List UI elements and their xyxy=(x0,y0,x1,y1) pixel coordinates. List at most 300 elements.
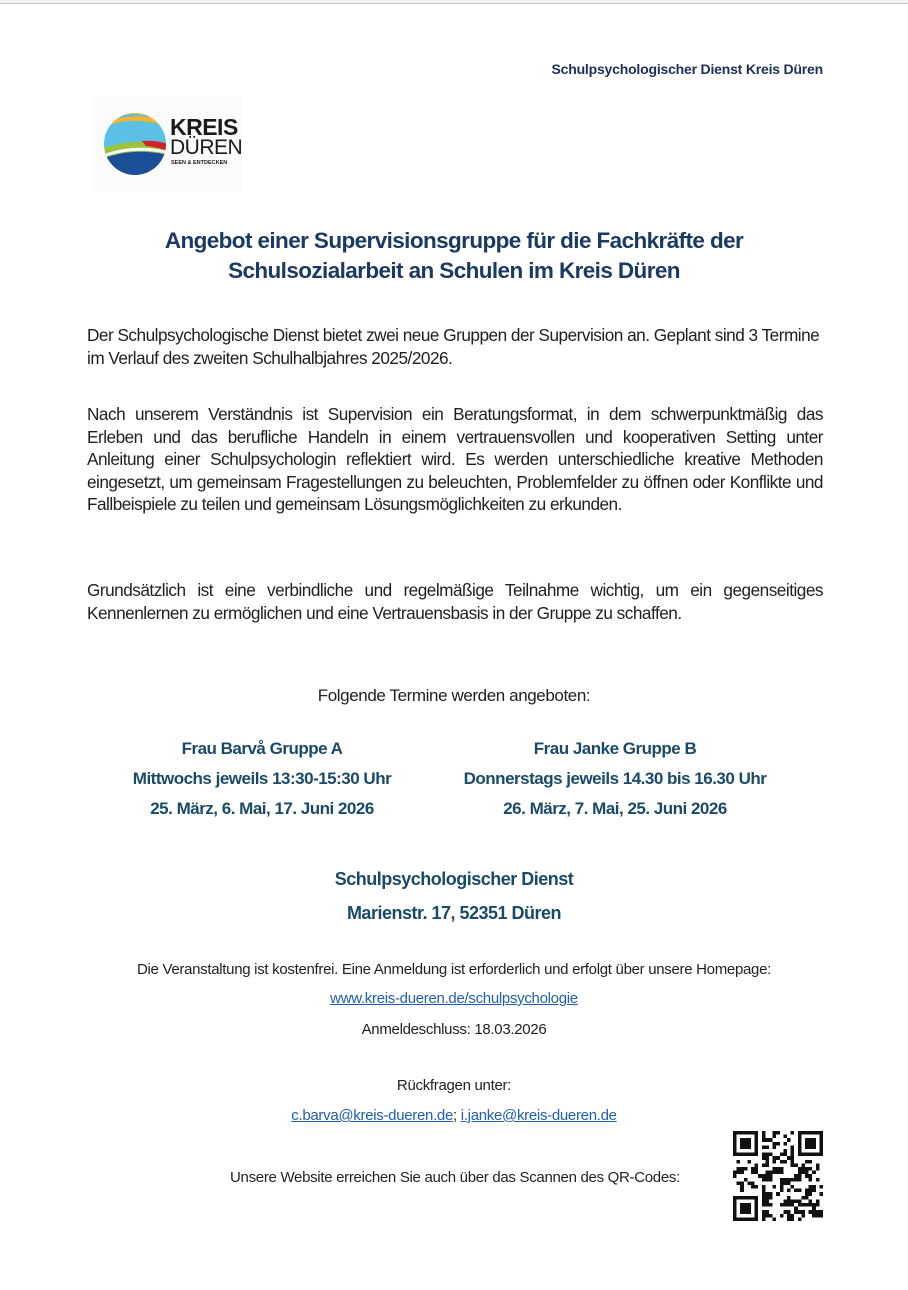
qr-module xyxy=(798,1217,802,1221)
qr-module xyxy=(780,1171,784,1175)
qr-module xyxy=(755,1163,759,1167)
qr-module xyxy=(791,1153,795,1157)
qr-module xyxy=(755,1196,759,1200)
qr-module xyxy=(737,1181,741,1185)
qr-module xyxy=(762,1163,766,1167)
qr-module xyxy=(765,1196,769,1200)
qr-module xyxy=(762,1203,766,1207)
qr-module xyxy=(791,1131,795,1135)
group-b-name: Frau Janke Gruppe B xyxy=(533,739,697,758)
qr-module xyxy=(747,1138,751,1142)
qr-module xyxy=(762,1199,766,1203)
qr-module xyxy=(816,1167,820,1171)
qr-module xyxy=(801,1131,805,1135)
qr-module xyxy=(791,1156,795,1160)
qr-module xyxy=(816,1199,820,1203)
qr-module xyxy=(740,1189,744,1193)
page-title xyxy=(100,226,808,286)
qr-module xyxy=(747,1153,751,1157)
qr-module xyxy=(783,1160,787,1164)
qr-module xyxy=(755,1203,759,1207)
qr-module xyxy=(794,1189,798,1193)
qr-module xyxy=(755,1167,759,1171)
qr-module xyxy=(744,1207,748,1211)
venue-address xyxy=(0,862,908,930)
qr-module xyxy=(783,1135,787,1139)
qr-module xyxy=(744,1167,748,1171)
qr-module xyxy=(755,1210,759,1214)
qr-module xyxy=(740,1167,744,1171)
document-page xyxy=(0,4,908,1290)
qr-module xyxy=(773,1156,777,1160)
qr-module xyxy=(801,1163,805,1167)
email-separator: ; xyxy=(453,1107,457,1124)
qr-module xyxy=(733,1210,737,1214)
qr-module xyxy=(783,1210,787,1214)
qr-module xyxy=(776,1156,780,1160)
qr-module xyxy=(809,1189,813,1193)
qr-module xyxy=(809,1160,813,1164)
qr-module xyxy=(819,1153,823,1157)
qr-module xyxy=(783,1181,787,1185)
qr-module xyxy=(780,1185,784,1189)
qr-module xyxy=(809,1192,813,1196)
qr-module xyxy=(733,1171,737,1175)
qr-module xyxy=(755,1171,759,1175)
logo-tagline: SEEN & ENTDECKEN xyxy=(171,160,228,166)
qr-module xyxy=(787,1217,791,1221)
qr-module xyxy=(798,1142,802,1146)
qr-module xyxy=(801,1210,805,1214)
qr-module xyxy=(765,1153,769,1157)
qr-module xyxy=(819,1131,823,1135)
qr-module xyxy=(747,1160,751,1164)
qr-module xyxy=(747,1145,751,1149)
qr-module xyxy=(755,1131,759,1135)
qr-module xyxy=(819,1214,823,1218)
qr-module xyxy=(762,1135,766,1139)
qr-module xyxy=(765,1174,769,1178)
qr-module xyxy=(780,1214,784,1218)
qr-module xyxy=(798,1131,802,1135)
qr-module xyxy=(733,1138,737,1142)
email-link-barva[interactable]: c.barva@kreis-dueren.de xyxy=(291,1107,454,1124)
qr-module xyxy=(769,1196,773,1200)
qr-module xyxy=(773,1131,777,1135)
qr-module xyxy=(737,1171,741,1175)
qr-module xyxy=(733,1203,737,1207)
qr-module xyxy=(755,1185,759,1189)
qr-module xyxy=(755,1149,759,1153)
qr-code-icon[interactable] xyxy=(733,1131,823,1221)
qr-module xyxy=(794,1210,798,1214)
group-a-name: Frau Barvå Gruppe A xyxy=(181,739,343,758)
qr-module xyxy=(819,1138,823,1142)
qr-module xyxy=(737,1167,741,1171)
qr-module xyxy=(816,1153,820,1157)
qr-module xyxy=(791,1185,795,1189)
qr-module xyxy=(812,1131,816,1135)
qr-module xyxy=(755,1145,759,1149)
qr-module xyxy=(787,1181,791,1185)
qr-module xyxy=(747,1207,751,1211)
qr-module xyxy=(809,1131,813,1135)
qr-module xyxy=(740,1185,744,1189)
qr-code-caption: Unsere Website erreichen Sie auch über das Scannen des QR-Codes: xyxy=(230,1169,680,1186)
qr-module xyxy=(805,1171,809,1175)
title-line-2: Schulsozialarbeit an Schulen im Kreis Düren xyxy=(228,258,680,283)
venue-name: Schulpsychologischer Dienst xyxy=(334,869,574,889)
qr-module xyxy=(783,1153,787,1157)
qr-module xyxy=(762,1217,766,1221)
homepage-line xyxy=(0,990,908,1007)
qr-module xyxy=(744,1145,748,1149)
qr-module xyxy=(765,1178,769,1182)
qr-module xyxy=(798,1167,802,1171)
qr-module xyxy=(794,1163,798,1167)
qr-module xyxy=(740,1196,744,1200)
qr-module xyxy=(776,1171,780,1175)
qr-module xyxy=(733,1214,737,1218)
qr-module xyxy=(809,1142,813,1146)
qr-module xyxy=(791,1214,795,1218)
qr-module xyxy=(740,1142,744,1146)
qr-module xyxy=(791,1217,795,1221)
qr-module xyxy=(744,1217,748,1221)
qr-module xyxy=(755,1142,759,1146)
qr-module xyxy=(798,1199,802,1203)
qr-module xyxy=(805,1160,809,1164)
qr-module xyxy=(805,1167,809,1171)
qr-module xyxy=(791,1149,795,1153)
qr-module xyxy=(791,1203,795,1207)
qr-module xyxy=(755,1138,759,1142)
homepage-link[interactable]: www.kreis-dueren.de/schulpsychologie xyxy=(330,990,578,1007)
qr-module xyxy=(751,1185,755,1189)
qr-module xyxy=(812,1207,816,1211)
qr-module xyxy=(765,1160,769,1164)
qr-module xyxy=(801,1153,805,1157)
kreis-dueren-logo xyxy=(92,96,242,192)
qr-module xyxy=(733,1207,737,1211)
qr-module xyxy=(805,1153,809,1157)
qr-module xyxy=(769,1153,773,1157)
qr-module xyxy=(812,1203,816,1207)
qr-module xyxy=(755,1217,759,1221)
qr-module xyxy=(762,1174,766,1178)
qr-module xyxy=(805,1189,809,1193)
qr-module xyxy=(783,1199,787,1203)
qr-module xyxy=(744,1178,748,1182)
qr-module xyxy=(791,1163,795,1167)
qr-module xyxy=(737,1131,741,1135)
qr-module xyxy=(819,1145,823,1149)
qr-module xyxy=(747,1210,751,1214)
qr-module xyxy=(812,1171,816,1175)
qr-module xyxy=(762,1145,766,1149)
qr-module xyxy=(798,1178,802,1182)
qr-module xyxy=(740,1171,744,1175)
qr-module xyxy=(769,1203,773,1207)
contact-emails xyxy=(0,1107,908,1124)
qr-module xyxy=(812,1138,816,1142)
qr-module xyxy=(812,1210,816,1214)
qr-module xyxy=(819,1210,823,1214)
qr-module xyxy=(762,1189,766,1193)
qr-module xyxy=(787,1203,791,1207)
group-a-schedule xyxy=(97,734,427,824)
registration-info: Die Veranstaltung ist kostenfrei. Eine Anmeldung ist erforderlich und erfolgt über unsere Homepage: xyxy=(136,961,771,978)
qr-module xyxy=(769,1214,773,1218)
qr-module xyxy=(755,1153,759,1157)
group-a-time: Mittwochs jeweils 13:30-15:30 Uhr xyxy=(132,769,392,788)
qr-module xyxy=(765,1203,769,1207)
qr-module xyxy=(740,1153,744,1157)
qr-module xyxy=(762,1156,766,1160)
qr-module xyxy=(765,1156,769,1160)
qr-module xyxy=(819,1192,823,1196)
qr-module xyxy=(765,1192,769,1196)
intro-paragraph: Der Schulpsychologische Dienst bietet zwei neue Gruppen der Supervision an. Geplant sind 3 Termine im Verlauf des zweiten Schulhalbjahres 2025/2026. xyxy=(87,325,820,368)
qr-module xyxy=(787,1178,791,1182)
qr-module xyxy=(740,1217,744,1221)
qr-module xyxy=(773,1142,777,1146)
qr-module xyxy=(805,1138,809,1142)
qr-module xyxy=(805,1131,809,1135)
qr-module xyxy=(801,1167,805,1171)
qr-module xyxy=(819,1142,823,1146)
qr-module xyxy=(809,1138,813,1142)
qr-module xyxy=(794,1178,798,1182)
qr-module xyxy=(816,1178,820,1182)
qr-module xyxy=(805,1192,809,1196)
qr-module xyxy=(733,1196,737,1200)
qr-module xyxy=(751,1153,755,1157)
qr-module xyxy=(798,1203,802,1207)
qr-module xyxy=(747,1131,751,1135)
qr-module xyxy=(737,1217,741,1221)
qr-module xyxy=(780,1160,784,1164)
qr-module xyxy=(780,1203,784,1207)
qr-module xyxy=(812,1142,816,1146)
qr-module xyxy=(733,1153,737,1157)
qr-module xyxy=(776,1167,780,1171)
qr-module xyxy=(769,1174,773,1178)
qr-module xyxy=(805,1142,809,1146)
qr-module xyxy=(762,1131,766,1135)
qr-module xyxy=(794,1199,798,1203)
qr-module xyxy=(798,1171,802,1175)
group-a-dates: 25. März, 6. Mai, 17. Juni 2026 xyxy=(150,799,374,818)
qr-module xyxy=(751,1131,755,1135)
qr-module xyxy=(769,1178,773,1182)
qr-module xyxy=(740,1138,744,1142)
qr-module xyxy=(812,1189,816,1193)
qr-module xyxy=(819,1135,823,1139)
qr-module xyxy=(794,1207,798,1211)
qr-module xyxy=(816,1210,820,1214)
qr-module xyxy=(733,1135,737,1139)
qr-module xyxy=(783,1149,787,1153)
qr-module xyxy=(816,1203,820,1207)
qr-module xyxy=(787,1138,791,1142)
qr-module xyxy=(805,1196,809,1200)
qr-module xyxy=(783,1203,787,1207)
group-b-time: Donnerstags jeweils 14.30 bis 16.30 Uhr xyxy=(463,769,767,788)
qr-module xyxy=(798,1135,802,1139)
qr-module xyxy=(773,1167,777,1171)
qr-module xyxy=(798,1138,802,1142)
qr-module xyxy=(791,1199,795,1203)
title-line-1: Angebot einer Supervisionsgruppe für die Fachkräfte der xyxy=(164,228,744,253)
venue-street: Marienstr. 17, 52351 Düren xyxy=(346,903,562,923)
participation-paragraph: Grundsätzlich ist eine verbindliche und regelmäßige Teilnahme wichtig, um ein gegenseitiges Kennenlernen zu ermöglichen und eine Vertrauensbasis in der Gruppe zu schaffen. xyxy=(87,580,823,623)
qr-module xyxy=(765,1138,769,1142)
qr-module xyxy=(773,1145,777,1149)
qr-module xyxy=(773,1217,777,1221)
qr-module xyxy=(801,1203,805,1207)
qr-module xyxy=(812,1145,816,1149)
qr-module xyxy=(762,1138,766,1142)
qr-module xyxy=(776,1192,780,1196)
supervision-description-paragraph: Nach unserem Verständnis ist Supervision ein Beratungsformat, in dem schwerpunktmäßig das Erleben und das berufliche Handeln in einem vertrauensvollen und kooperativen Setting unter Anleitung einer Schulpsychologin reflektiert wird. Es werden unterschiedliche kreative Methoden eingesetzt, um gemeinsam Fragestellungen zu beleuchten, Problemfelder zu öffnen oder Konflikte und Fallbeispiele zu teilen und gemeinsam Lösungsmöglichkeiten zu erkunden. xyxy=(87,404,823,514)
qr-module xyxy=(769,1138,773,1142)
qr-module xyxy=(801,1196,805,1200)
qr-module xyxy=(798,1210,802,1214)
qr-module xyxy=(787,1210,791,1214)
qr-module xyxy=(755,1199,759,1203)
qr-module xyxy=(801,1171,805,1175)
qr-module xyxy=(780,1153,784,1157)
qr-module xyxy=(758,1174,762,1178)
qr-module xyxy=(791,1160,795,1164)
qr-module xyxy=(791,1178,795,1182)
qr-module xyxy=(787,1189,791,1193)
qr-module xyxy=(740,1181,744,1185)
qr-module xyxy=(773,1135,777,1139)
qr-module xyxy=(765,1210,769,1214)
registration-deadline: Anmeldeschluss: 18.03.2026 xyxy=(361,1021,547,1038)
qr-module xyxy=(747,1142,751,1146)
qr-module xyxy=(809,1174,813,1178)
qr-module xyxy=(744,1138,748,1142)
qr-module xyxy=(747,1217,751,1221)
qr-module xyxy=(740,1131,744,1135)
qr-module xyxy=(762,1210,766,1214)
qr-module xyxy=(733,1145,737,1149)
qr-module xyxy=(740,1145,744,1149)
qr-module xyxy=(733,1174,737,1178)
qr-module xyxy=(751,1181,755,1185)
qr-module xyxy=(787,1199,791,1203)
qr-module xyxy=(744,1196,748,1200)
logo-text-dueren: DÜREN xyxy=(170,136,243,159)
qr-module xyxy=(751,1167,755,1171)
qr-module xyxy=(812,1153,816,1157)
qr-module xyxy=(780,1181,784,1185)
qr-module xyxy=(787,1214,791,1218)
qr-module xyxy=(747,1196,751,1200)
qr-module xyxy=(755,1214,759,1218)
qr-module xyxy=(744,1153,748,1157)
qr-module xyxy=(733,1217,737,1221)
qr-module xyxy=(765,1145,769,1149)
qr-module xyxy=(744,1210,748,1214)
qr-module xyxy=(765,1214,769,1218)
qr-module xyxy=(733,1131,737,1135)
qr-module xyxy=(798,1174,802,1178)
qr-module xyxy=(809,1185,813,1189)
qr-module xyxy=(791,1145,795,1149)
header-organization: Schulpsychologischer Dienst Kreis Düren xyxy=(551,61,823,77)
qr-module xyxy=(733,1149,737,1153)
qr-module xyxy=(780,1167,784,1171)
qr-module xyxy=(809,1199,813,1203)
qr-module xyxy=(776,1142,780,1146)
qr-module xyxy=(762,1153,766,1157)
logo-circle-icon xyxy=(102,111,168,177)
qr-module xyxy=(809,1167,813,1171)
qr-module xyxy=(787,1196,791,1200)
qr-module xyxy=(805,1203,809,1207)
qr-module xyxy=(809,1203,813,1207)
qr-module xyxy=(744,1203,748,1207)
qr-module xyxy=(737,1196,741,1200)
qr-module xyxy=(809,1178,813,1182)
logo-text-kreis: KREIS xyxy=(170,114,238,140)
qr-module xyxy=(805,1145,809,1149)
qr-module xyxy=(744,1131,748,1135)
qr-module xyxy=(733,1142,737,1146)
qr-module xyxy=(769,1192,773,1196)
qr-module xyxy=(765,1199,769,1203)
termine-intro: Folgende Termine werden angeboten: xyxy=(317,686,591,705)
qr-module xyxy=(794,1174,798,1178)
qr-module xyxy=(783,1178,787,1182)
qr-module xyxy=(809,1210,813,1214)
qr-module xyxy=(747,1181,751,1185)
qr-module xyxy=(805,1174,809,1178)
qr-module xyxy=(776,1131,780,1135)
group-b-dates: 26. März, 7. Mai, 25. Juni 2026 xyxy=(503,799,727,818)
qr-module xyxy=(762,1178,766,1182)
qr-module xyxy=(762,1192,766,1196)
group-b-schedule xyxy=(450,734,780,824)
qr-module xyxy=(812,1185,816,1189)
qr-module xyxy=(819,1185,823,1189)
qr-module xyxy=(780,1189,784,1193)
qr-module xyxy=(747,1203,751,1207)
email-link-janke[interactable]: i.janke@kreis-dueren.de xyxy=(460,1107,617,1124)
qr-module xyxy=(787,1156,791,1160)
qr-module xyxy=(765,1163,769,1167)
qr-module xyxy=(755,1135,759,1139)
qr-module xyxy=(737,1153,741,1157)
qr-module xyxy=(801,1214,805,1218)
qr-module xyxy=(765,1171,769,1175)
qr-module xyxy=(733,1199,737,1203)
qr-module xyxy=(773,1160,777,1164)
qr-module xyxy=(798,1189,802,1193)
qr-module xyxy=(740,1203,744,1207)
qr-module xyxy=(737,1160,741,1164)
qr-module xyxy=(780,1178,784,1182)
qr-module xyxy=(755,1207,759,1211)
qr-module xyxy=(751,1217,755,1221)
qr-module xyxy=(798,1149,802,1153)
qr-module xyxy=(812,1214,816,1218)
qr-module xyxy=(762,1185,766,1189)
